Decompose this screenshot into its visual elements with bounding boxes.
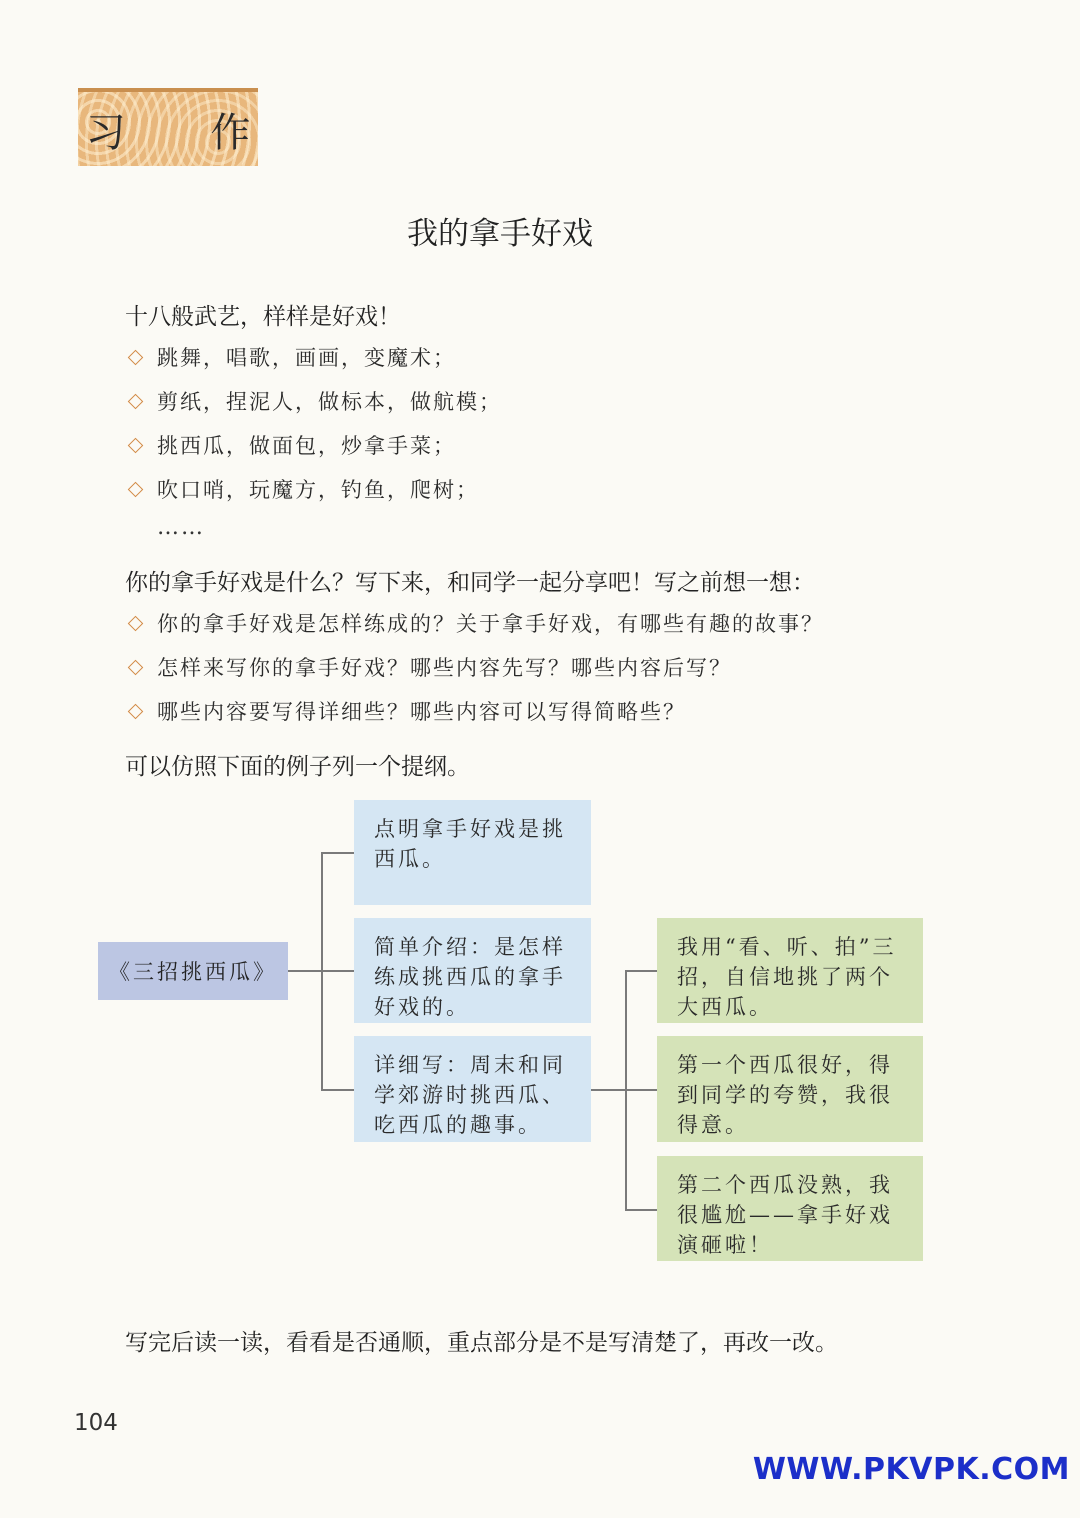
connector-line (321, 1089, 354, 1091)
diamond-bullet-icon (128, 660, 144, 676)
page-title: 我的拿手好戏 (407, 216, 593, 252)
list-item-text: 剪纸，捏泥人，做标本，做航模； (157, 390, 502, 414)
outline-detail: 第一个西瓜很好，得到同学的夸赞，我很得意。 (657, 1036, 923, 1142)
connector-line (321, 852, 354, 854)
outline-branch: 简单介绍：是怎样练成挑西瓜的拿手好戏的。 (354, 918, 591, 1023)
diamond-bullet-icon (128, 616, 144, 632)
page-number: 104 (74, 1410, 118, 1436)
diamond-bullet-icon (128, 704, 144, 720)
diamond-bullet-icon (128, 350, 144, 366)
outline-detail: 我用“看、听、拍”三招，自信地挑了两个大西瓜。 (657, 918, 923, 1023)
connector-line (321, 970, 354, 972)
connector-line (625, 1089, 658, 1091)
diamond-bullet-icon (128, 394, 144, 410)
watermark: WWW.PKVPK.COM (752, 1452, 1070, 1487)
outline-root: 《三招挑西瓜》 (98, 942, 288, 1000)
list-item-text: 挑西瓜，做面包，炒拿手菜； (157, 434, 456, 458)
prompt-text: 你的拿手好戏是什么？写下来，和同学一起分享吧！写之前想一想： (125, 570, 815, 596)
question-list (128, 602, 824, 734)
intro-text: 十八般武艺，样样是好戏！ (125, 304, 401, 330)
connector-line (590, 1089, 626, 1091)
list-item-text: 跳舞，唱歌，画画，变魔术； (157, 346, 456, 370)
outline-branch: 详细写：周末和同学郊游时挑西瓜、吃西瓜的趣事。 (354, 1036, 591, 1142)
section-label: 习 作 (85, 109, 287, 156)
ellipsis: …… (157, 515, 205, 540)
list-item (128, 380, 502, 424)
section-badge (78, 88, 287, 166)
list-item-text: 哪些内容要写得详细些？哪些内容可以写得简略些？ (157, 700, 686, 724)
list-item (128, 690, 824, 734)
list-item-text: 吹口哨，玩魔方，钓鱼，爬树； (157, 478, 479, 502)
outline-detail: 第二个西瓜没熟，我很尴尬——拿手好戏演砸啦！ (657, 1156, 923, 1261)
connector-line (625, 1209, 658, 1211)
diamond-bullet-icon (128, 438, 144, 454)
list-item-text: 怎样来写你的拿手好戏？哪些内容先写？哪些内容后写？ (157, 656, 732, 680)
list-item (128, 602, 824, 646)
list-item (128, 646, 824, 690)
outline-branch: 点明拿手好戏是挑西瓜。 (354, 800, 591, 905)
list-item (128, 336, 502, 380)
connector-line (288, 970, 322, 972)
connector-line (625, 970, 658, 972)
closing-text: 写完后读一读，看看是否通顺，重点部分是不是写清楚了，再改一改。 (125, 1330, 838, 1356)
list-item (128, 424, 502, 468)
list-item-text: 你的拿手好戏是怎样练成的？关于拿手好戏，有哪些有趣的故事？ (157, 612, 824, 636)
list-item (128, 468, 502, 512)
diamond-bullet-icon (128, 482, 144, 498)
example-list (128, 336, 502, 512)
outline-hint: 可以仿照下面的例子列一个提纲。 (125, 754, 470, 780)
